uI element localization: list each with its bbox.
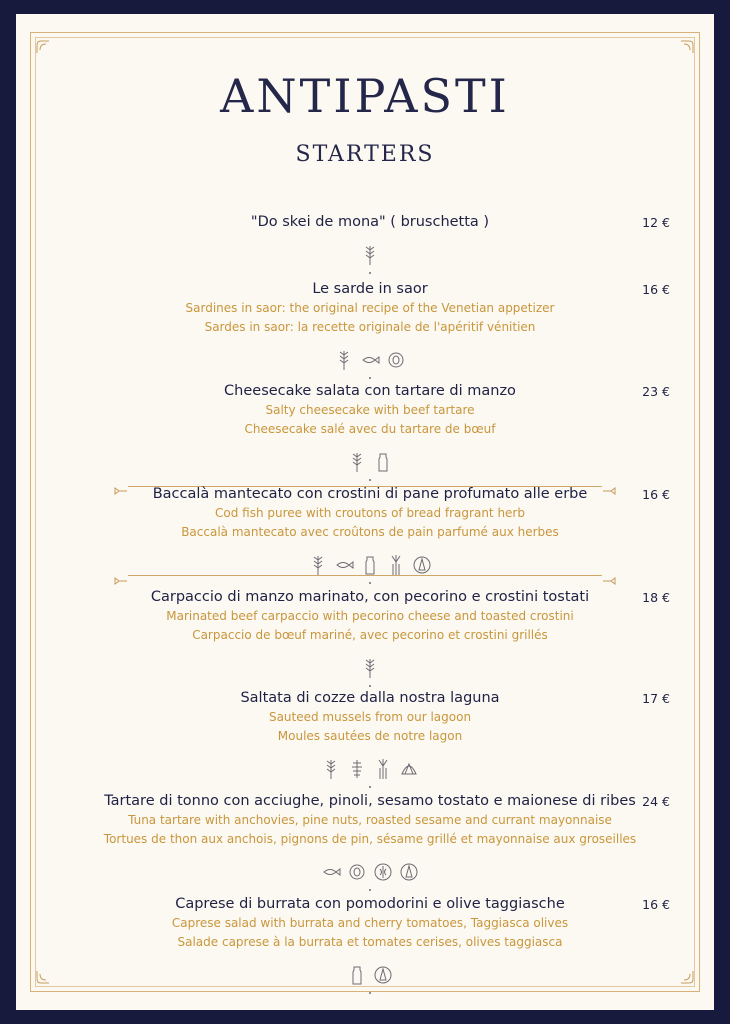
mollusc-icon	[399, 754, 419, 782]
separator-dot	[369, 786, 371, 788]
allergen-icons	[70, 345, 670, 373]
celery-icon	[386, 550, 406, 578]
milk-icon	[360, 550, 380, 578]
fish-icon	[321, 857, 341, 885]
dish-description-fr: Sardes in saor: la recette originale de l'apéritif vénitien	[204, 320, 536, 334]
dish-price: 23 €	[642, 384, 670, 399]
milk-icon	[373, 447, 393, 475]
dish-price: 16 €	[642, 282, 670, 297]
dish-price: 24 €	[642, 794, 670, 809]
menu-item	[70, 894, 670, 994]
dish-price: 18 €	[642, 590, 670, 605]
allergen-icons	[70, 550, 670, 578]
dish-description-fr: Cheesecake salé avec du tartare de bœuf	[244, 422, 496, 436]
dish-name: Baccalà mantecato con crostini di pane profumato alle erbe	[152, 486, 588, 502]
dish-name: Caprese di burrata con pomodorini e olive taggiasche	[175, 896, 565, 912]
menu-item	[70, 381, 670, 481]
dish-name: "Do skei de mona" ( bruschetta )	[250, 214, 490, 230]
gluten-icon	[308, 550, 328, 578]
dish-description-fr: Carpaccio de bœuf mariné, avec pecorino et crostini grillés	[192, 628, 548, 642]
dish-name: Cheesecake salata con tartare di manzo	[224, 383, 516, 399]
separator-dot	[369, 992, 371, 994]
menu-item	[70, 587, 670, 687]
dish-price: 12 €	[642, 215, 670, 230]
menu-item	[70, 688, 670, 788]
dish-description-en: Sauteed mussels from our lagoon	[268, 710, 472, 724]
dish-name: Le sarde in saor	[312, 281, 428, 297]
separator-dot	[369, 479, 371, 481]
crustacean-icon	[347, 754, 367, 782]
menu-item	[70, 484, 670, 584]
menu-subtitle: STARTERS	[295, 142, 435, 167]
fish-icon	[360, 345, 380, 373]
allergen-icons	[70, 447, 670, 475]
fish-icon	[334, 550, 354, 578]
separator-dot	[369, 889, 371, 891]
separator-dot	[369, 377, 371, 379]
corner-ornament-top-right	[680, 40, 694, 54]
sesame-icon	[373, 857, 393, 885]
gluten-icon	[360, 240, 380, 268]
dish-description-en: Caprese salad with burrata and cherry tomatoes, Taggiasca olives	[171, 916, 569, 930]
corner-ornament-top-left	[36, 40, 50, 54]
allergen-icons	[70, 857, 670, 885]
menu-title: ANTIPASTI	[220, 69, 510, 123]
celery-icon	[373, 754, 393, 782]
gluten-icon	[360, 653, 380, 681]
separator-dot	[369, 272, 371, 274]
milk-icon	[347, 960, 367, 988]
menu-item	[70, 791, 670, 891]
allergen-icons	[70, 754, 670, 782]
gluten-icon	[334, 345, 354, 373]
allergen-icons	[70, 960, 670, 988]
egg-icon	[347, 857, 367, 885]
dish-price: 17 €	[642, 691, 670, 706]
allergen-icons	[70, 653, 670, 681]
corner-ornament-bottom-right	[680, 970, 694, 984]
dish-description-en: Marinated beef carpaccio with pecorino cheese and toasted crostini	[166, 609, 574, 623]
dish-price: 16 €	[642, 487, 670, 502]
separator-dot	[369, 685, 371, 687]
gluten-icon	[321, 754, 341, 782]
menu-item	[70, 279, 670, 379]
sulphites-icon	[373, 960, 393, 988]
dish-name: Carpaccio di manzo marinato, con pecorino e crostini tostati	[150, 589, 590, 605]
gluten-icon	[347, 447, 367, 475]
corner-ornament-bottom-left	[36, 970, 50, 984]
dish-description-fr: Moules sautées de notre lagon	[277, 729, 463, 743]
egg-icon	[386, 345, 406, 373]
sulphites-icon	[399, 857, 419, 885]
menu-item	[70, 212, 670, 274]
dish-description-en: Cod fish puree with croutons of bread fragrant herb	[215, 506, 525, 520]
dish-description-en: Salty cheesecake with beef tartare	[265, 403, 475, 417]
separator-dot	[369, 582, 371, 584]
dish-name: Tartare di tonno con acciughe, pinoli, sesamo tostato e maionese di ribes	[104, 793, 636, 809]
dish-description-en: Sardines in saor: the original recipe of the Venetian appetizer	[185, 301, 555, 315]
dish-description-en: Tuna tartare with anchovies, pine nuts, roasted sesame and currant mayonnaise	[128, 813, 612, 827]
dish-description-fr: Salade caprese à la burrata et tomates cerises, olives taggiasca	[177, 935, 563, 949]
dish-description-fr: Baccalà mantecato avec croûtons de pain parfumé aux herbes	[181, 525, 559, 539]
sulphites-icon	[412, 550, 432, 578]
allergen-icons	[70, 240, 670, 268]
dish-price: 16 €	[642, 897, 670, 912]
dish-description-fr: Tortues de thon aux anchois, pignons de pin, sésame grillé et mayonnaise aux groseilles	[103, 832, 637, 846]
dish-name: Saltata di cozze dalla nostra laguna	[240, 690, 500, 706]
